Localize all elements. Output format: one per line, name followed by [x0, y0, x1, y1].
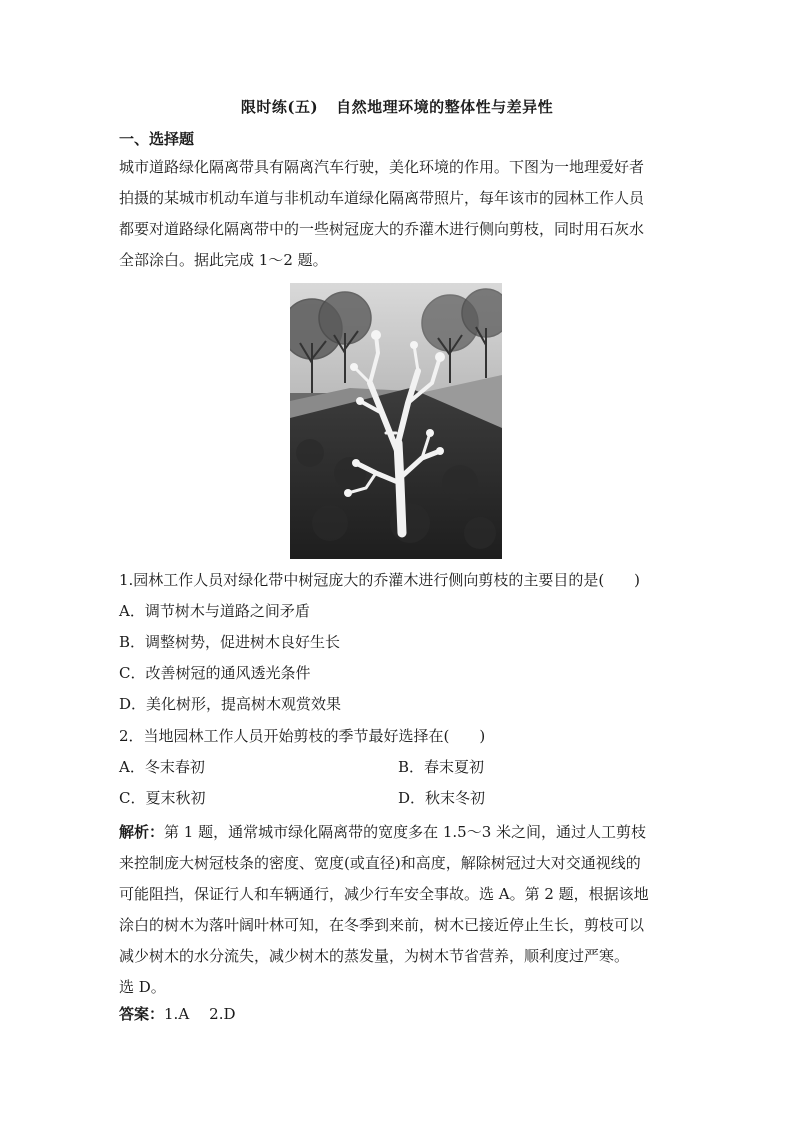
analysis-label: 解析： — [119, 823, 165, 841]
question-1-option-d: D．美化树形，提高树木观赏效果 — [119, 695, 342, 713]
intro-line: 城市道路绿化隔离带具有隔离汽车行驶，美化环境的作用。下图为一地理爱好者 — [119, 158, 645, 176]
question-1-option-a: A．调节树木与道路之间矛盾 — [119, 602, 310, 620]
question-1-option-c: C．改善树冠的通风透光条件 — [119, 664, 311, 682]
analysis-line: 选 D。 — [119, 978, 166, 996]
photo-illustration — [290, 283, 502, 559]
intro-line: 全部涂白。据此完成 1～2 题。 — [119, 251, 328, 269]
answer-1: 1.A — [164, 1005, 190, 1023]
analysis-line: 可能阻挡，保证行人和车辆通行，减少行车安全事故。选 A。第 2 题，根据该地 — [119, 885, 649, 903]
title-main: 限时练(五) — [240, 98, 319, 116]
intro-line: 都要对道路绿化隔离带中的一些树冠庞大的乔灌木进行侧向剪枝，同时用石灰水 — [119, 220, 645, 238]
answer-label: 答案： — [119, 1005, 165, 1023]
question-2-stem: 2．当地园林工作人员开始剪枝的季节最好选择在( ) — [119, 727, 486, 745]
answer-line — [119, 1003, 236, 1024]
question-2-option-c: C．夏末秋初 — [119, 789, 206, 807]
analysis-line: 来控制庞大树冠枝条的密度、宽度(或直径)和高度，解除树冠过大对交通视线的 — [119, 854, 641, 872]
question-2-option-d: D．秋末冬初 — [398, 789, 486, 807]
question-1-stem: 1.园林工作人员对绿化带中树冠庞大的乔灌木进行侧向剪枝的主要目的是( ) — [119, 571, 641, 589]
question-2-option-a: A．冬末春初 — [119, 758, 205, 776]
analysis-line: 减少树木的水分流失，减少树木的蒸发量，为树木节省营养，顺利度过严寒。 — [119, 947, 630, 965]
analysis-line: 涂白的树木为落叶阔叶林可知，在冬季到来前，树木已接近停止生长，剪枝可以 — [119, 916, 645, 934]
question-2-option-b: B．春末夏初 — [398, 758, 485, 776]
page-title — [0, 96, 794, 117]
intro-line: 拍摄的某城市机动车道与非机动车道绿化隔离带照片，每年该市的园林工作人员 — [119, 189, 645, 207]
answer-2: 2.D — [209, 1005, 236, 1023]
section-heading: 一、选择题 — [119, 130, 195, 148]
analysis-line-1 — [119, 817, 679, 848]
question-1-option-b: B．调整树势，促进树木良好生长 — [119, 633, 341, 651]
title-sub: 自然地理环境的整体性与差异性 — [336, 98, 554, 116]
analysis-paragraph — [119, 817, 679, 1003]
greenbelt-tree-photo — [290, 283, 502, 559]
analysis-text: 第 1 题，通常城市绿化隔离带的宽度多在 1.5～3 米之间，通过人工剪枝 — [164, 823, 647, 841]
intro-paragraph — [119, 152, 679, 276]
